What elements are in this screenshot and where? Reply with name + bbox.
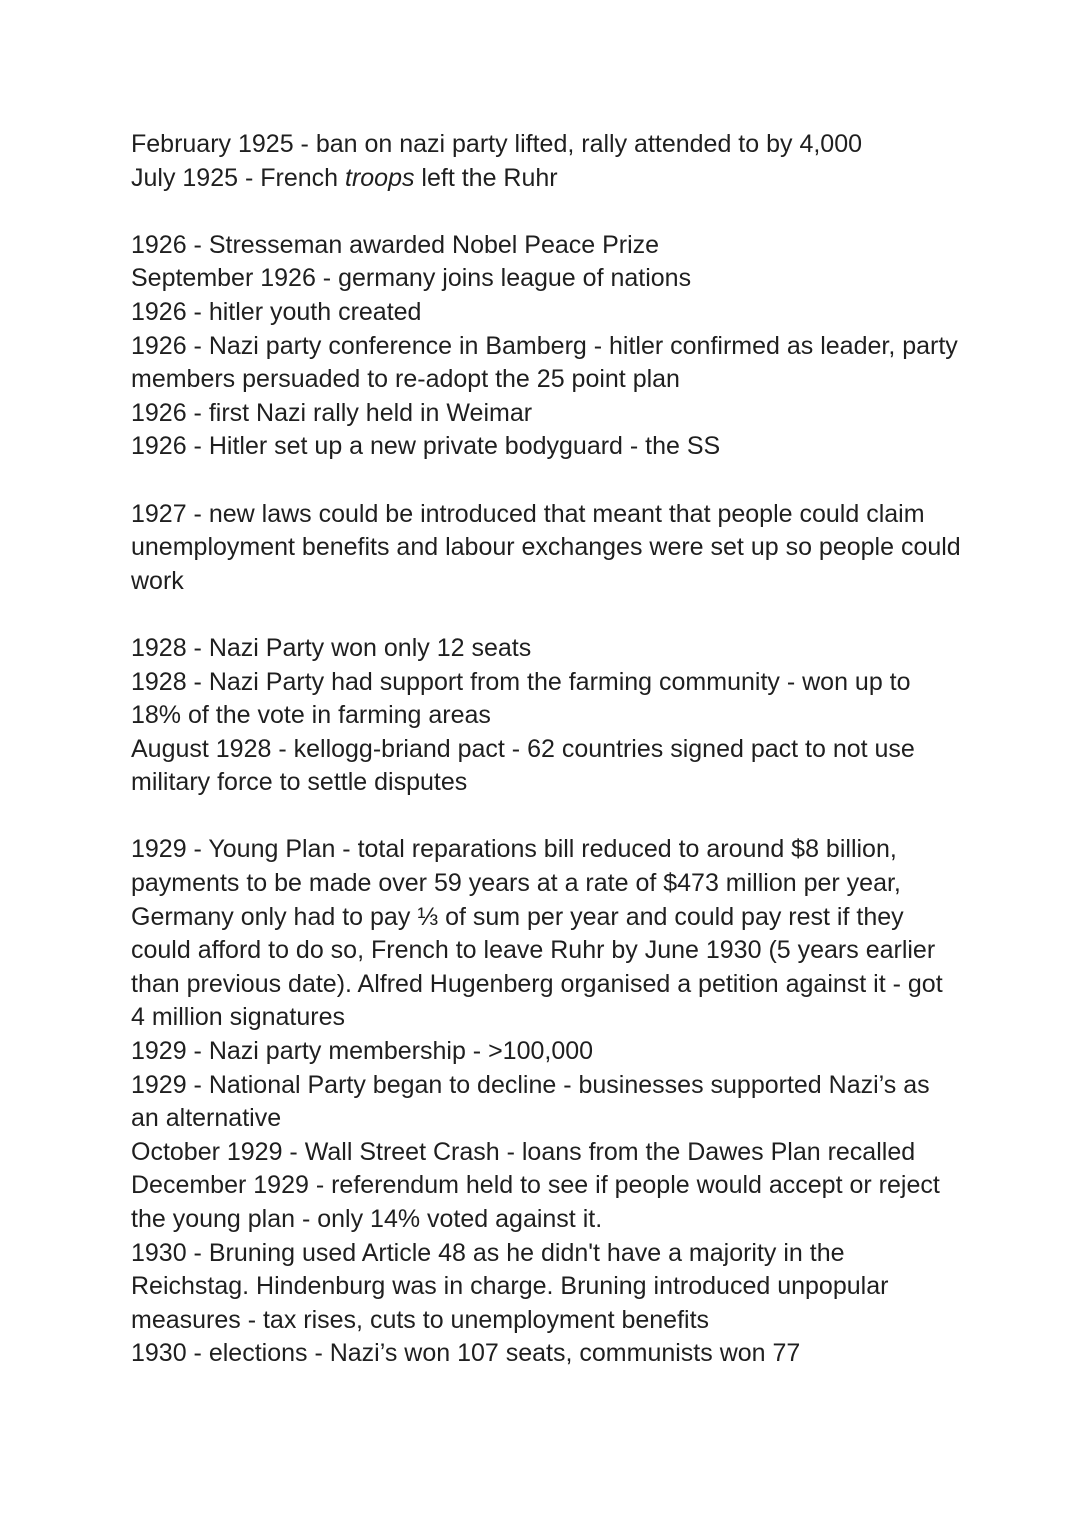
timeline-entry: 1927 - new laws could be introduced that meant that people could claim unemployment benefits and labour exchanges were set up so people could work <box>131 499 961 595</box>
timeline-entry: February 1925 - ban on nazi party lifted, rally attended to by 4,000 <box>131 130 863 158</box>
timeline-entry: 1926 - Nazi party conference in Bamberg - hitler confirmed as leader, party members persuaded to re-adopt the 25 point plan <box>131 331 958 394</box>
timeline-entry <box>131 162 961 196</box>
timeline-entry: 1926 - Hitler set up a new private bodyguard - the SS <box>131 432 721 461</box>
timeline-entry: 1929 - Young Plan - total reparations bill reduced to around $8 billion, payments to be made over 59 years at a rate of $473 million per year, Germany only had to pay ⅓ of sum per year and could pay rest if they could afford to do so, French to leave Ruhr by June 1930 (5 years earlier than previous date). Alfred Hugenberg organised a petition against it - got 4 million signatures <box>131 835 943 1032</box>
entry-text: July 1925 - French <box>131 163 345 192</box>
timeline-entry: 1929 - Nazi party membership - >100,000 <box>131 1037 594 1066</box>
timeline-entry: October 1929 - Wall Street Crash - loans from the Dawes Plan recalled <box>131 1137 916 1166</box>
timeline-entry: 1930 - Bruning used Article 48 as he didn't have a majority in the Reichstag. Hindenburg was in charge. Bruning introduced unpopular measures - tax rises, cuts to unemployment benefits <box>131 1238 889 1334</box>
paragraph-1925 <box>131 128 961 195</box>
paragraph-1926 <box>131 229 961 464</box>
timeline-entry: December 1929 - referendum held to see if people would accept or reject the young plan - only 14% voted against it. <box>131 1171 940 1233</box>
timeline-entry: 1926 - Stresseman awarded Nobel Peace Prize <box>131 230 660 259</box>
document-page <box>131 128 961 1405</box>
timeline-entry: 1928 - Nazi Party won only 12 seats <box>131 633 532 662</box>
entry-text: left the Ruhr <box>414 163 558 192</box>
timeline-entry: 1930 - elections - Nazi’s won 107 seats, communists won 77 <box>131 1339 801 1368</box>
timeline-entry: August 1928 - kellogg-briand pact - 62 countries signed pact to not use military force to settle disputes <box>131 734 915 797</box>
timeline-entry: 1929 - National Party began to decline - businesses supported Nazi’s as an alternative <box>131 1070 930 1133</box>
timeline-entry: 1926 - hitler youth created <box>131 297 422 326</box>
paragraph-1927 <box>131 498 961 599</box>
timeline-entry: 1928 - Nazi Party had support from the farming community - won up to 18% of the vote in farming areas <box>131 667 911 730</box>
paragraph-1928 <box>131 632 961 800</box>
timeline-entry: September 1926 - germany joins league of nations <box>131 264 692 293</box>
timeline-entry: 1926 - first Nazi rally held in Weimar <box>131 398 533 427</box>
paragraph-1929-1930 <box>131 833 961 1371</box>
entry-italic-text: troops <box>345 163 415 192</box>
